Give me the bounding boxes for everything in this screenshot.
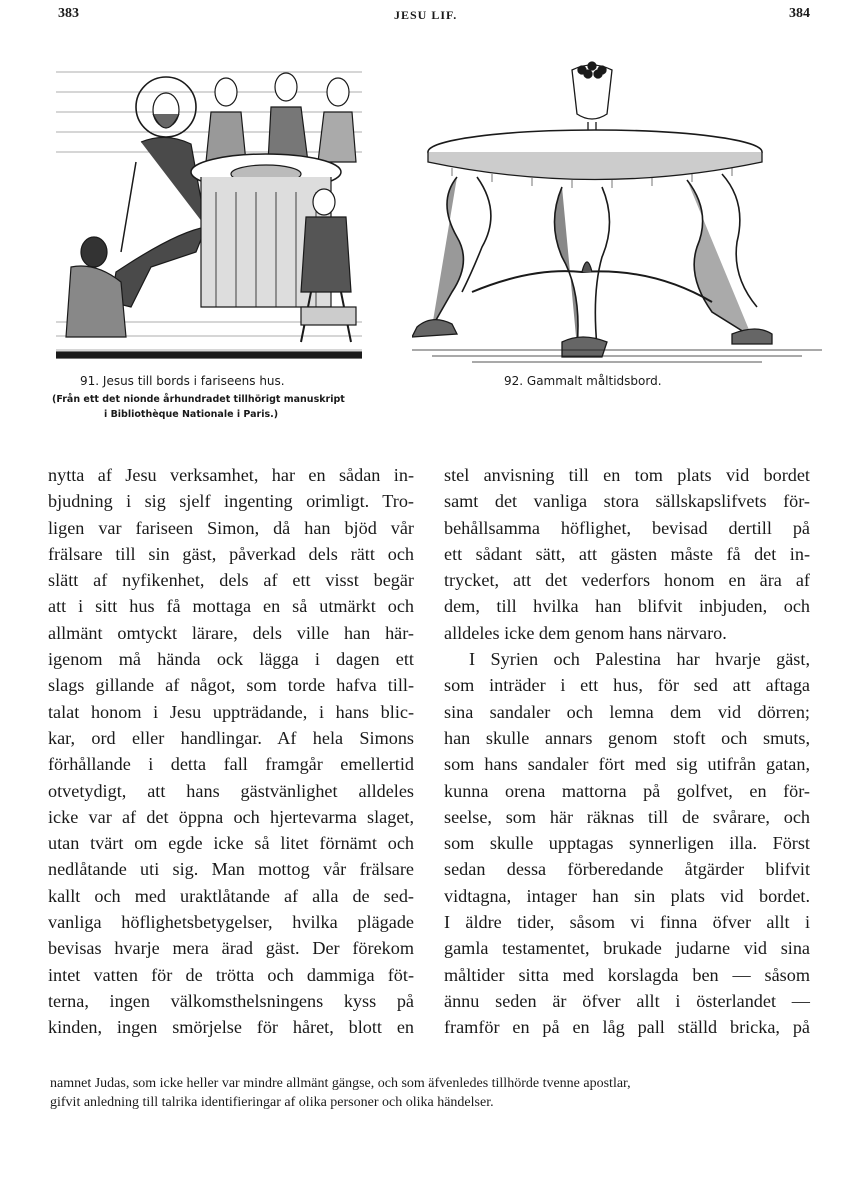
text-line: frälsare till sin gäst, påverkad dels rätt och (48, 543, 414, 564)
text-line: igenom må hända ock lägga i dagen ett (48, 649, 414, 670)
running-title: JESU LIF. (394, 8, 458, 22)
text-line: samt det vanliga stora sällskapslifvets för- (444, 491, 810, 512)
page-number-right: 384 (789, 6, 810, 21)
text-line: utan tvärt om egde icke så litet förnämt och (48, 833, 414, 854)
text-line: seelse, som här räknas till de svårare, och (444, 806, 810, 827)
text-line: behållsamma höflighet, bevisad dertill på (444, 517, 810, 538)
figure-91-caption: 91. Jesus till bords i fariseens hus. (80, 374, 285, 388)
text-line: nytta af Jesu verksamhet, har en sådan in- (48, 465, 414, 485)
text-line: sedan dessa förberedande åtgärder blifvit (444, 859, 810, 880)
text-line: ett sådant sätt, att gästen måste få det in- (444, 543, 810, 564)
text-line: måltider sitta med korslagda ben — såsom (444, 964, 810, 985)
engraving-ancient-table (412, 52, 822, 370)
text-line: gamla testamentet, brukade judarne vid sina (444, 938, 810, 959)
text-line: nedlåtande uti sig. Man mottog vår frälsare (48, 859, 414, 880)
text-line: han skulle annars genom stoft och smuts, (444, 727, 810, 748)
text-line: allmänt omtyckt lärare, dels ville han här- (48, 622, 414, 643)
text-line: trycket, att det vederfors honom en ära af (444, 570, 810, 591)
text-line: slätt af nyfikenhet, dels af ett visst begär (48, 570, 414, 591)
text-line: kallt och med uraktlåtande af alla de sed- (48, 885, 414, 906)
text-line: slags gillande af något, som torde hafva till- (48, 675, 414, 696)
text-line: alldeles icke dem genom hans närvaro. (444, 622, 727, 643)
text-line: ännu seden är öfver allt i österlandet — (444, 990, 810, 1011)
figure-92-caption: 92. Gammalt måltidsbord. (504, 374, 662, 388)
text-line: kinden, ingen smörjelse för håret, blott en (48, 1017, 414, 1038)
figure-91-source-line-2: i Bibliothèque Nationale i Paris.) (104, 409, 279, 420)
text-line: icke var af det öppna och hjertevarma slaget, (48, 806, 414, 827)
text-line: framför en på en låg pall ställd bricka, på (444, 1017, 810, 1038)
text-line: som hans sandaler fört med sig utifrån gatan, (444, 754, 810, 775)
text-line: att i sitt hus få mottaga en så utmärkt och (48, 596, 414, 617)
footnote-line-2: gifvit anledning till talrika identifieringar af olika personer och olika händelser. (50, 1095, 494, 1110)
text-line: ligen var fariseen Simon, då han bjöd vår (48, 517, 414, 538)
text-line: talat honom i Jesu uppträdande, i hans blic- (48, 701, 414, 722)
text-line: som skulle upptagas synnerligen illa. Först (444, 833, 810, 854)
engraving-jesus-at-table (56, 52, 362, 360)
footnote-line-1: namnet Judas, som icke heller var mindre allmänt gängse, och som äfvenledes tillhörde tvenne apostlar, (50, 1076, 631, 1091)
text-line: I Syrien och Palestina har hvarje gäst, (469, 649, 810, 670)
text-line: kunna orena mattorna på golfvet, en för- (444, 780, 810, 801)
page-number-left: 383 (58, 6, 79, 21)
text-line: vanliga höflighetsbetygelser, hvilka plägade (48, 912, 414, 933)
text-column-left (48, 462, 414, 1041)
text-line: terna, ingen välkomsthelsningens kyss på (48, 990, 414, 1011)
figure-91-source-line-1: (Från ett det nionde århundradet tillhörigt manuskript (52, 394, 345, 405)
text-line: kar, ord eller handlingar. Af hela Simons (48, 727, 414, 748)
text-column-right (444, 462, 810, 1041)
text-line: som inträder i ett hus, för sed att aftaga (444, 675, 810, 696)
text-line: bevisas hvarje mera ärad gäst. Der förekom (48, 938, 414, 959)
text-line: sina sandaler och lemna dem vid dörren; (444, 701, 810, 722)
text-line: bjudning i sig sjelf ingenting orimligt. Tro- (48, 491, 414, 512)
text-line: I äldre tider, såsom vi finna öfver allt i (444, 912, 810, 933)
text-line: dem, till hvilka han blifvit inbjuden, och (444, 596, 810, 617)
text-line: vidtagna, intager han sin plats vid bordet. (444, 885, 810, 906)
text-line: förhållande i detta fall framgår emellertid (48, 754, 414, 775)
text-line: stel anvisning till en tom plats vid bordet (444, 465, 810, 485)
text-line: intet vatten för de trötta och dammiga föt- (48, 964, 414, 985)
text-line: otvetydigt, att hans gästvänlighet alldeles (48, 780, 414, 801)
